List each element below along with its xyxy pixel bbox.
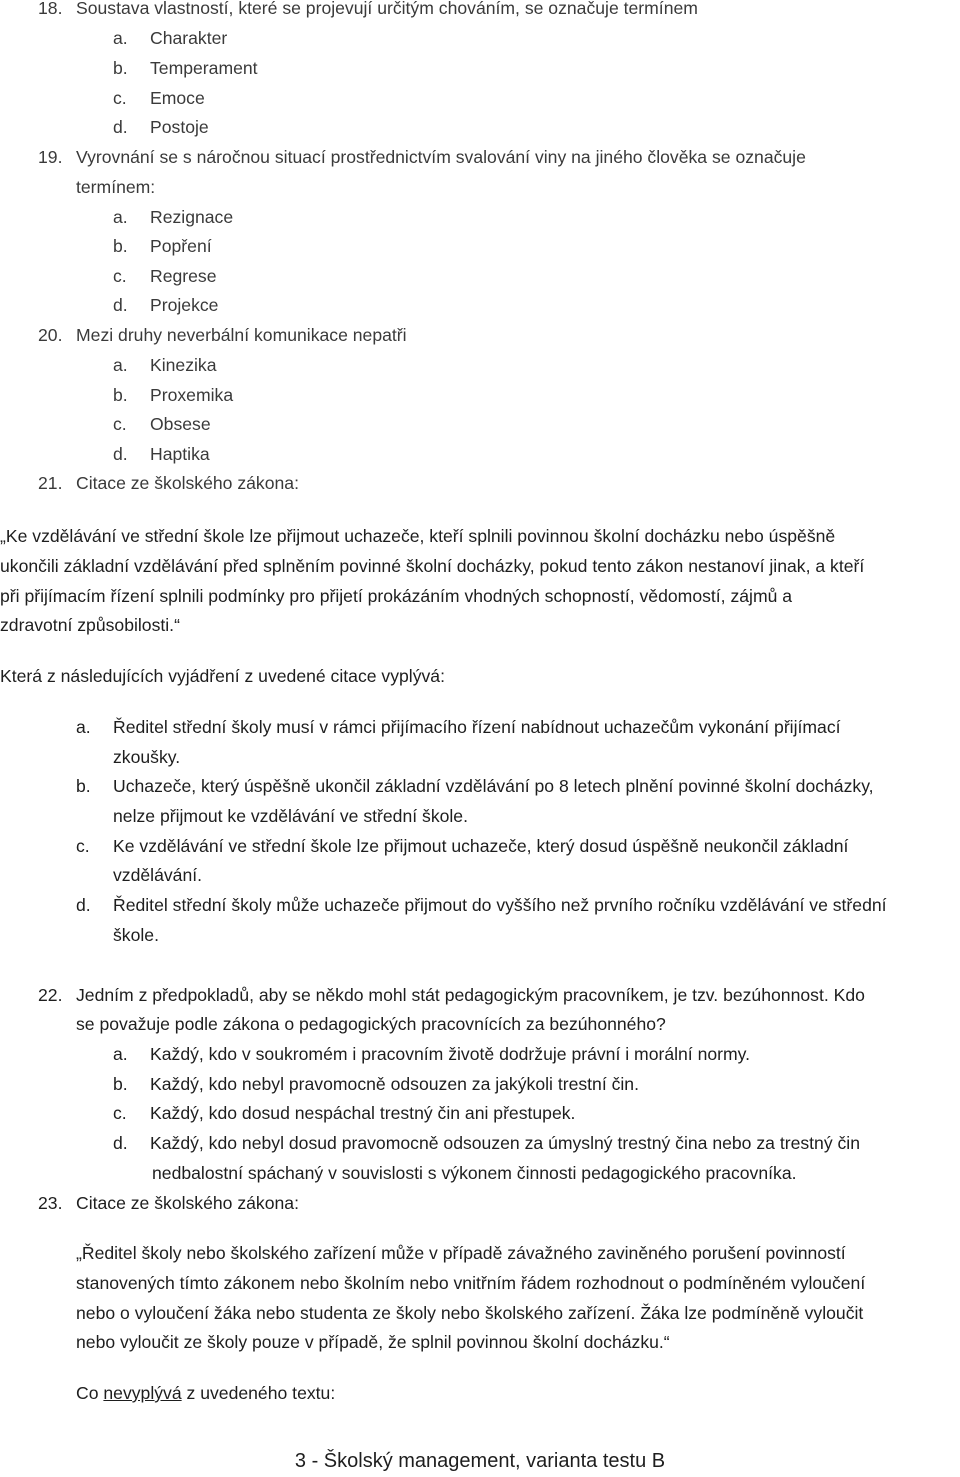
q21-option-letter: d. — [76, 895, 91, 915]
q21-option-letter: b. — [76, 776, 91, 796]
q18-option-text: Emoce — [150, 88, 205, 108]
q21-option-text: Uchazeče, který úspěšně ukončil základní vzdělávání po 8 letech plnění povinné školní docházky, — [113, 776, 874, 796]
q21-quote-line: zdravotní způsobilosti.“ — [0, 615, 180, 635]
q21-option-text: Ke vzdělávání ve střední škole lze přijmout uchazeče, který dosud úspěšně neukončil základní — [113, 836, 849, 856]
q21-question: Která z následujících vyjádření z uvedené citace vyplývá: — [0, 666, 445, 686]
q21-quote-line: „Ke vzdělávání ve střední škole lze přijmout uchazeče, kteří splnili povinnou školní docházku nebo úspěšně — [0, 526, 836, 546]
q20-option-text: Haptika — [150, 444, 210, 464]
q22-option-text: Každý, kdo nebyl dosud pravomocně odsouzen za úmyslný trestný čina nebo za trestný čin — [150, 1133, 861, 1153]
q18-option-letter: a. — [113, 28, 128, 48]
q21-option-letter: c. — [76, 836, 90, 856]
q23-quote-line: nebo o vyloučení žáka nebo studenta ze školy nebo školského zařízení. Žáka lze podmíněně vyloučit — [76, 1303, 864, 1323]
q21-quote-line: ukončili základní vzdělávání před splněním povinné školní docházky, pokud tento zákon nestanoví jinak, a kteří — [0, 556, 865, 576]
q21-option-text: zkoušky. — [113, 747, 181, 767]
q21-option-text: Ředitel střední školy může uchazeče přijmout do vyššího než prvního ročníku vzdělávání ve střední — [113, 895, 887, 915]
q20-option-text: Kinezika — [150, 355, 217, 375]
q19-option-text: Popření — [150, 236, 212, 256]
page-footer: 3 - Školský management, varianta testu B — [294, 1450, 666, 1472]
q19-option-letter: c. — [113, 266, 127, 286]
q19-option-text: Rezignace — [150, 207, 234, 227]
q20-option-letter: d. — [113, 444, 128, 464]
q18-option-letter: d. — [113, 117, 128, 137]
q19-option-letter: a. — [113, 207, 128, 227]
q22-option-text: Každý, kdo dosud nespáchal trestný čin ani přestupek. — [150, 1103, 576, 1123]
q23-quote-line: nebo vyloučit ze školy pouze v případě, že splnil povinnou školní docházku.“ — [76, 1332, 670, 1352]
q20-option-text: Proxemika — [150, 385, 234, 405]
q18-option-letter: c. — [113, 88, 127, 108]
q21-option-text: nelze přijmout ke vzdělávání ve střední škole. — [113, 806, 468, 826]
q21-option-text: Ředitel střední školy musí v rámci přijímacího řízení nabídnout uchazečům vykonání přijímací — [113, 717, 841, 737]
q23-question — [76, 1382, 335, 1404]
q23-quote-line: „Ředitel školy nebo školského zařízení může v případě závažného zaviněného porušení povinností — [76, 1243, 846, 1263]
q22-option-text: Každý, kdo nebyl pravomocně odsouzen za jakýkoli trestní čin. — [150, 1074, 639, 1094]
q18-option-letter: b. — [113, 58, 128, 78]
q23-question-pre: Co — [76, 1383, 104, 1403]
q20-number: 20. — [38, 325, 63, 345]
q22-option-text: nedbalostní spáchaný v souvislosti s výkonem činnosti pedagogického pracovníka. — [152, 1163, 797, 1183]
q20-option-letter: b. — [113, 385, 128, 405]
q18-number: 18. — [38, 0, 63, 18]
q22-option-letter: b. — [113, 1074, 128, 1094]
q23-text: Citace ze školského zákona: — [76, 1193, 299, 1213]
q21-option-letter: a. — [76, 717, 91, 737]
q22-option-letter: c. — [113, 1103, 127, 1123]
q22-text: se považuje podle zákona o pedagogických pracovnících za bezúhonného? — [76, 1014, 666, 1034]
q19-number: 19. — [38, 147, 63, 167]
q19-option-letter: b. — [113, 236, 128, 256]
q19-text: termínem: — [76, 177, 156, 197]
q22-option-text: Každý, kdo v soukromém i pracovním životě dodržuje právní i morální normy. — [150, 1044, 751, 1064]
q23-question-underlined: nevyplývá — [103, 1383, 182, 1403]
q20-option-letter: c. — [113, 414, 127, 434]
q22-option-letter: a. — [113, 1044, 128, 1064]
q21-option-text: vzdělávání. — [113, 865, 202, 885]
q20-text: Mezi druhy neverbální komunikace nepatři — [76, 325, 407, 345]
q19-option-letter: d. — [113, 295, 128, 315]
q19-option-text: Regrese — [150, 266, 217, 286]
q19-option-text: Projekce — [150, 295, 219, 315]
q18-option-text: Temperament — [150, 58, 258, 78]
q22-option-letter: d. — [113, 1133, 128, 1153]
q18-option-text: Postoje — [150, 117, 209, 137]
q21-option-text: škole. — [113, 925, 159, 945]
q22-number: 22. — [38, 985, 63, 1005]
q21-number: 21. — [38, 473, 63, 493]
q18-option-text: Charakter — [150, 28, 228, 48]
q22-text: Jedním z předpokladů, aby se někdo mohl stát pedagogickým pracovníkem, je tzv. bezúhonnost. Kdo — [76, 985, 865, 1005]
q23-quote-line: stanovených tímto zákonem nebo školním nebo vnitřním řádem rozhodnout o podmíněném vyloučení — [76, 1273, 866, 1293]
q21-text: Citace ze školského zákona: — [76, 473, 299, 493]
q20-option-letter: a. — [113, 355, 128, 375]
q19-text: Vyrovnání se s náročnou situací prostřednictvím svalování viny na jiného člověka se označuje — [76, 147, 806, 167]
q21-quote-line: při přijímacím řízení splnili podmínky pro přijetí prokázáním vhodných schopností, vědomostí, zájmů a — [0, 586, 793, 606]
q18-text: Soustava vlastností, které se projevují určitým chováním, se označuje termínem — [76, 0, 698, 18]
q20-option-text: Obsese — [150, 414, 211, 434]
q23-question-post: z uvedeného textu: — [181, 1383, 336, 1403]
q23-number: 23. — [38, 1193, 63, 1213]
